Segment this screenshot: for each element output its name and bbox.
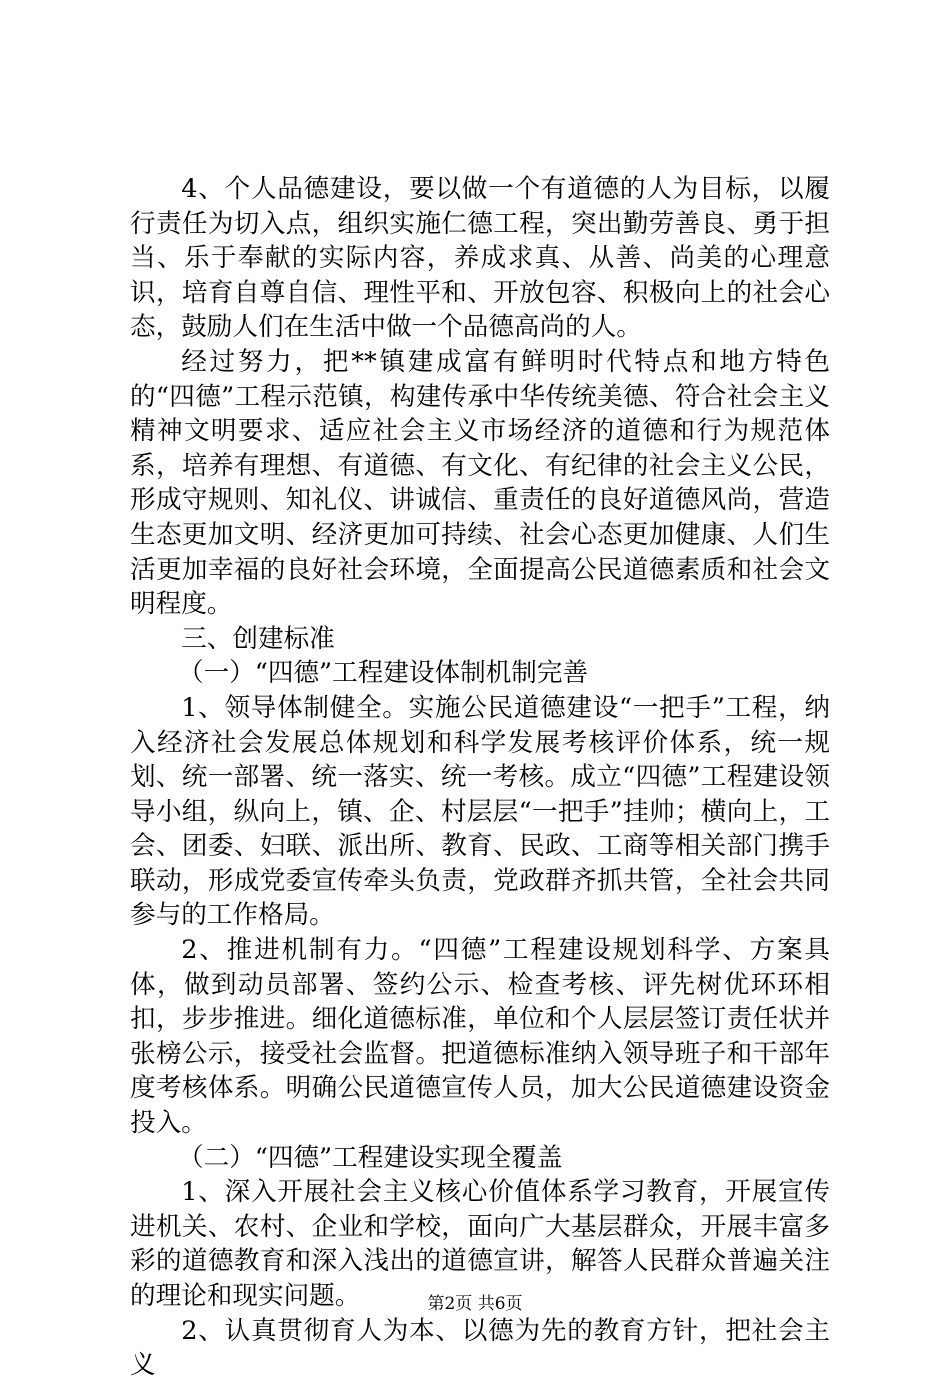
section-heading-standards: 三、创建标准 <box>181 623 335 654</box>
page-number-footer: 第2页 共6页 <box>427 1294 523 1314</box>
document-body <box>130 172 830 1383</box>
paragraph-policy: 2、认真贯彻育人为本、以德为先的教育方针，把社会主义 <box>130 1315 830 1381</box>
paragraph-education: 1、深入开展社会主义核心价值体系学习教育，开展宣传进机关、农村、企业和学校，面向广大基层群众，开展丰富多彩的道德教育和深入浅出的道德宣讲，解答人民群众普遍关注的理论和现实问题。 <box>130 1177 830 1311</box>
paragraph-goal: 经过努力，把**镇建成富有鲜明时代特点和地方特色的“四德”工程示范镇，构建传承中华传统美德、符合社会主义精神文明要求、适应社会主义市场经济的道德和行为规范体系，培养有理想、有道德、有文化、有纪律的社会主义公民，形成守规则、知礼仪、讲诚信、重责任的良好道德风尚，营造生态更加文明、经济更加可持续、社会心态更加健康、人们生活更加幸福的良好社会环境，全面提高公民道德素质和社会文明程度。 <box>130 346 830 620</box>
subsection-heading-mechanism: （一）“四德”工程建设体制机制完善 <box>178 658 589 689</box>
paragraph-leadership: 1、领导体制健全。实施公民道德建设“一把手”工程，纳入经济社会发展总体规划和科学发展考核评价体系，统一规划、统一部署、统一落实、统一考核。成立“四德”工程建设领导小组，纵向上，镇、企、村层层“一把手”挂帅；横向上，工会、团委、妇联、派出所、教育、民政、工商等相关部门携手联动，形成党委宣传牵头负责，党政群齐抓共管，全社会共同参与的工作格局。 <box>130 692 830 931</box>
subsection-heading-coverage: （二）“四德”工程建设实现全覆盖 <box>178 1142 563 1173</box>
paragraph-personal-morality: 4、个人品德建设，要以做一个有道德的人为目标，以履行责任为切入点，组织实施仁德工程，突出勤劳善良、勇于担当、乐于奉献的实际内容，养成求真、从善、尚美的心理意识，培育自尊自信、理性平和、开放包容、积极向上的社会心态，鼓励人们在生活中做一个品德高尚的人。 <box>130 174 830 343</box>
paragraph-mechanism: 2、推进机制有力。“四德”工程建设规划科学、方案具体，做到动员部署、签约公示、检查考核、评先树优环环相扣，步步推进。细化道德标准，单位和个人层层签订责任状并张榜公示，接受社会监督。把道德标准纳入领导班子和干部年度考核体系。明确公民道德宣传人员，加大公民道德建设资金投入。 <box>130 935 830 1139</box>
